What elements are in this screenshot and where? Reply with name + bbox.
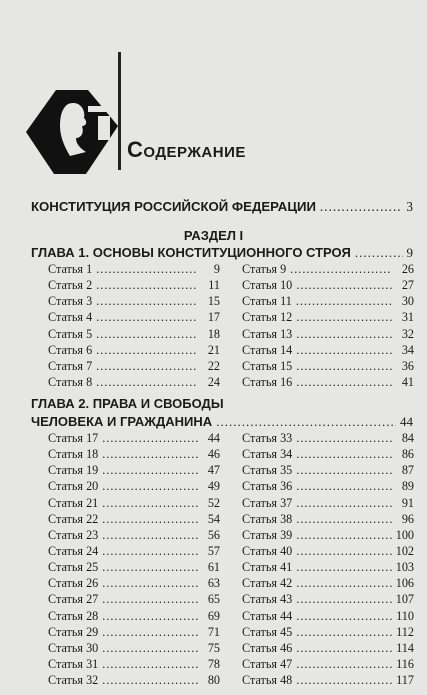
toc-entry: Статья 11 ..... 30 <box>242 294 414 310</box>
toc-entry: Статья 47 ..... 116 <box>242 657 414 673</box>
page-title: Содержание <box>127 137 246 162</box>
toc-entry: Статья 30 ..... 75 <box>48 641 220 657</box>
toc-entry: Статья 10 ..... 27 <box>242 278 414 294</box>
toc-entry: Статья 38 ..... 96 <box>242 512 414 528</box>
profile-emblem-icon <box>26 86 118 176</box>
toc-entry: Статья 24 ..... 57 <box>48 544 220 560</box>
toc-entry: Статья 19 ..... 47 <box>48 463 220 479</box>
toc-entry: Статья 26 ..... 63 <box>48 576 220 592</box>
toc-entry: Статья 23 ..... 56 <box>48 528 220 544</box>
toc-entry: Статья 4 ..... 17 <box>48 310 220 326</box>
toc-chapter1-row <box>31 245 413 261</box>
toc-entry: Статья 22 ..... 54 <box>48 512 220 528</box>
toc-entry: Статья 35 ..... 87 <box>242 463 414 479</box>
toc-entry: Статья 41 ..... 103 <box>242 560 414 576</box>
chapter2-right-column <box>242 431 414 689</box>
toc-entry: Статья 42 ..... 106 <box>242 576 414 592</box>
toc-entry: Статья 14 ..... 34 <box>242 343 414 359</box>
dot-leader <box>216 414 396 430</box>
chapter1-page: 9 <box>406 245 413 260</box>
toc-entry: Статья 44 ..... 110 <box>242 609 414 625</box>
toc-entry: Статья 46 ..... 114 <box>242 641 414 657</box>
toc-entry: Статья 7 ..... 22 <box>48 359 220 375</box>
toc-entry: Статья 9 ..... 26 <box>242 262 414 278</box>
chapter2-title-line2: ЧЕЛОВЕКА И ГРАЖДАНИНА <box>31 414 213 429</box>
toc-entry: Статья 12 ..... 31 <box>242 310 414 326</box>
toc-entry: Статья 16 ..... 41 <box>242 375 414 391</box>
toc-chapter2-title-line1 <box>31 396 413 411</box>
toc-entry: Статья 3 ..... 15 <box>48 294 220 310</box>
toc-entry: Статья 15 ..... 36 <box>242 359 414 375</box>
toc-entry: Статья 36 ..... 89 <box>242 479 414 495</box>
toc-entry: Статья 45 ..... 112 <box>242 625 414 641</box>
chapter2-left-column <box>48 431 220 689</box>
toc-entry: Статья 31 ..... 78 <box>48 657 220 673</box>
toc-entry: Статья 33 ..... 84 <box>242 431 414 447</box>
toc-entry: Статья 8 ..... 24 <box>48 375 220 391</box>
toc-entry: Статья 37 ..... 91 <box>242 496 414 512</box>
header-divider <box>118 52 121 170</box>
constitution-label: КОНСТИТУЦИЯ РОССИЙСКОЙ ФЕДЕРАЦИИ <box>31 199 316 214</box>
toc-entry: Статья 39 ..... 100 <box>242 528 414 544</box>
chapter1-right-column <box>242 262 414 391</box>
toc-entry: Статья 17 ..... 44 <box>48 431 220 447</box>
toc-entry: Статья 6 ..... 21 <box>48 343 220 359</box>
chapter1-title: ГЛАВА 1. ОСНОВЫ КОНСТИТУЦИОННОГО СТРОЯ <box>31 245 351 260</box>
section-heading: РАЗДЕЛ I <box>183 228 244 243</box>
toc-entry: Статья 48 ..... 117 <box>242 673 414 689</box>
toc-entry: Статья 1 ..... 9 <box>48 262 220 278</box>
toc-entry: Статья 2 ..... 11 <box>48 278 220 294</box>
chapter2-title-line1: ГЛАВА 2. ПРАВА И СВОБОДЫ <box>31 396 224 411</box>
toc-entry: Статья 27 ..... 65 <box>48 592 220 608</box>
chapter2-page: 44 <box>400 414 413 429</box>
toc-entry: Статья 28 ..... 69 <box>48 609 220 625</box>
toc-entry: Статья 20 ..... 49 <box>48 479 220 495</box>
toc-entry: Статья 25 ..... 61 <box>48 560 220 576</box>
toc-entry: Статья 21 ..... 52 <box>48 496 220 512</box>
toc-entry: Статья 43 ..... 107 <box>242 592 414 608</box>
constitution-page: 3 <box>406 199 413 214</box>
toc-entry: Статья 40 ..... 102 <box>242 544 414 560</box>
chapter1-left-column <box>48 262 220 391</box>
toc-entry: Статья 29 ..... 71 <box>48 625 220 641</box>
toc-entry: Статья 18 ..... 46 <box>48 447 220 463</box>
toc-entry: Статья 34 ..... 86 <box>242 447 414 463</box>
dot-leader <box>320 199 402 215</box>
dot-leader <box>355 245 403 261</box>
toc-entry: Статья 13 ..... 32 <box>242 327 414 343</box>
toc-constitution-row <box>31 199 413 215</box>
toc-chapter2-row <box>31 414 413 430</box>
toc-entry: Статья 5 ..... 18 <box>48 327 220 343</box>
toc-entry: Статья 32 ..... 80 <box>48 673 220 689</box>
